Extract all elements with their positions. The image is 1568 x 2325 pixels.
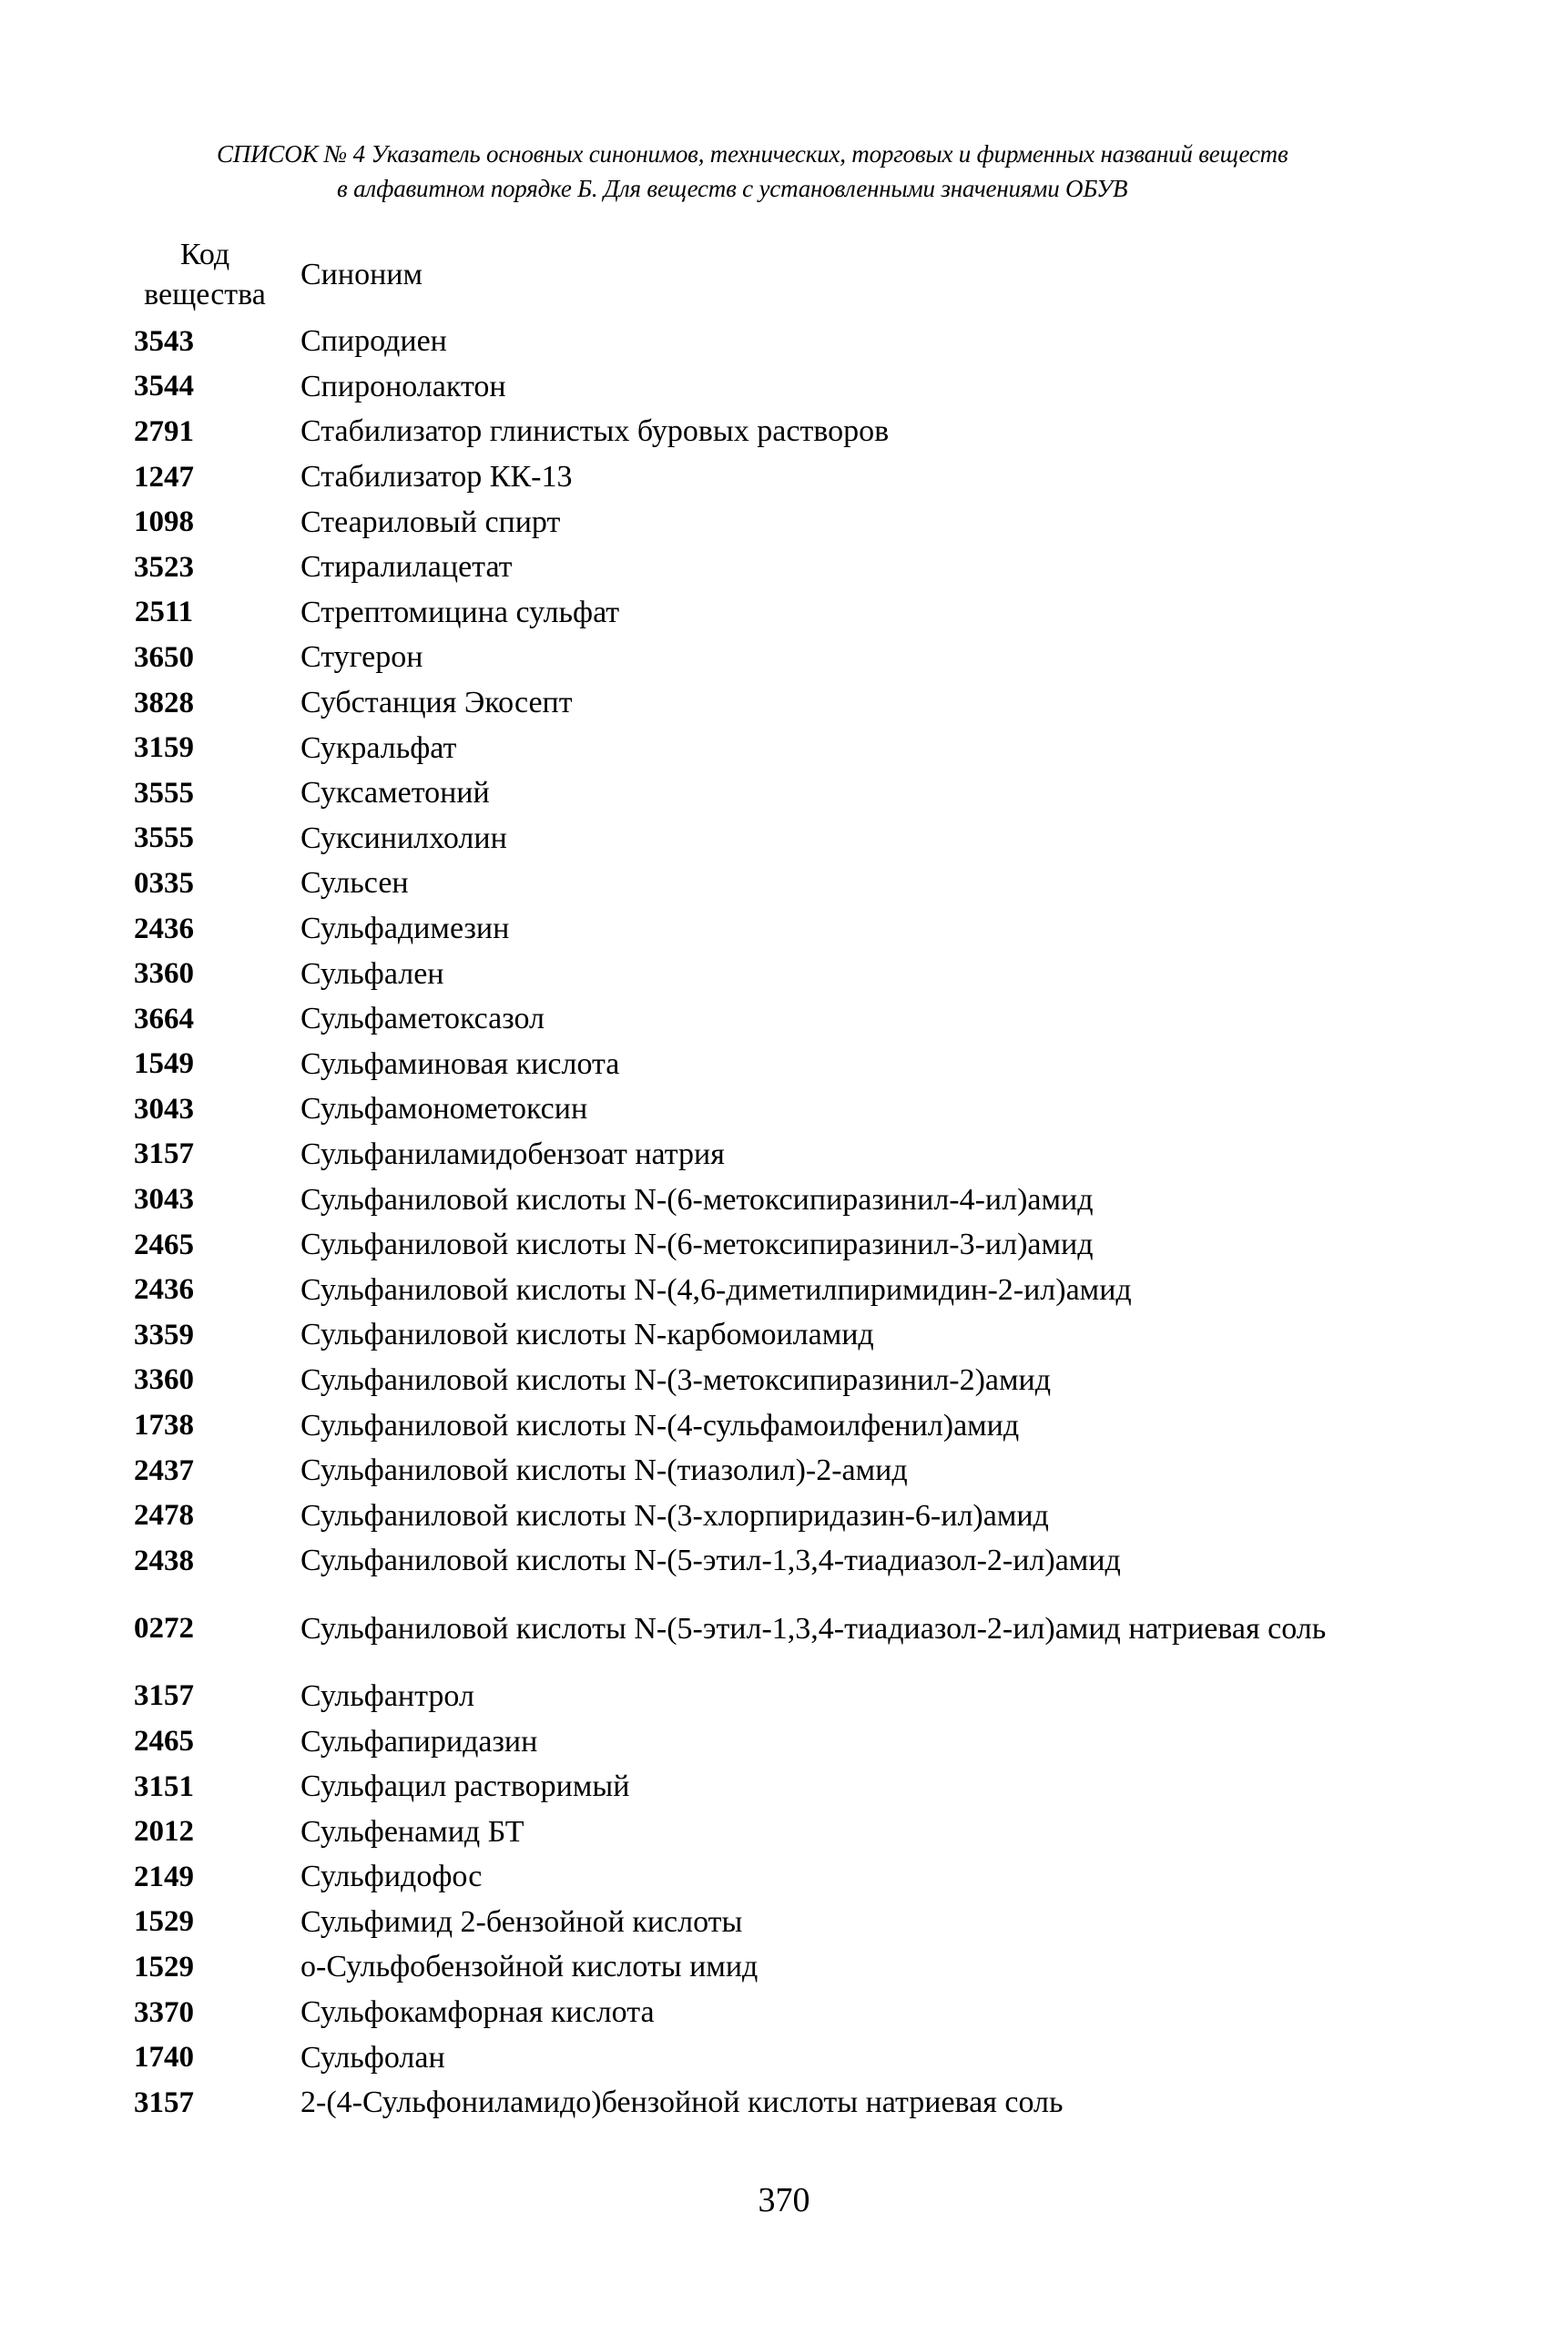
substance-code: 3157 — [134, 1679, 194, 1713]
substance-code: 1549 — [134, 1047, 194, 1081]
substance-code: 3043 — [134, 1183, 194, 1217]
synonym-name: Сукральфат — [300, 730, 457, 765]
substance-code: 2437 — [134, 1453, 194, 1487]
table-row — [0, 2034, 1568, 2080]
synonym-name: Сульфимид 2-бензойной кислоты — [300, 1904, 743, 1939]
substance-code: 3359 — [134, 1318, 194, 1351]
synonym-name: Стабилизатор глинистых буровых растворов — [300, 414, 890, 449]
synonym-name: Сульфаниловой кислоты N-(4,6-диметилпиримидин-2-ил)амид — [300, 1272, 1132, 1307]
substance-code: 3360 — [134, 957, 194, 991]
list-header — [217, 137, 1437, 206]
table-row — [0, 951, 1568, 996]
table-row — [0, 1267, 1568, 1312]
synonym-name: Суксаметоний — [300, 776, 490, 811]
synonym-name: Сульфамонометоксин — [300, 1092, 588, 1127]
table-row — [0, 1042, 1568, 1087]
substance-code: 3151 — [134, 1769, 194, 1803]
table-row — [0, 770, 1568, 816]
synonym-name: Сульфенамид БТ — [300, 1814, 524, 1849]
table-row — [0, 1448, 1568, 1494]
table-row — [0, 2080, 1568, 2126]
substance-code: 3159 — [134, 731, 194, 765]
synonym-name: Сульфаниловой кислоты N-(3-хлорпиридазин-6-ил)амид — [300, 1498, 1049, 1533]
table-row — [0, 1809, 1568, 1854]
synonym-name: Сульфадимезин — [300, 912, 510, 946]
synonym-name: Стугерон — [300, 640, 423, 675]
substance-code: 1247 — [134, 460, 194, 494]
substance-code: 1098 — [134, 505, 194, 539]
synonym-name: Сульфаметоксазол — [300, 1002, 545, 1036]
table-row — [0, 1132, 1568, 1178]
synonym-name: о-Сульфобензойной кислоты имид — [300, 1950, 759, 1984]
synonym-name: Сульфаминовая кислота — [300, 1046, 620, 1081]
table-row — [0, 1086, 1568, 1132]
table-row — [0, 1764, 1568, 1810]
substance-code: 2012 — [134, 1815, 194, 1849]
substance-code: 3650 — [134, 640, 194, 674]
synonym-name: Сульфаниловой кислоты N-карбомоиламид — [300, 1318, 874, 1352]
synonym-name: Сульфаниловой кислоты N-(3-метоксипиразинил-2)амид — [300, 1362, 1052, 1397]
substance-code: 1529 — [134, 1950, 194, 1983]
synonym-name: Субстанция Экосепт — [300, 686, 573, 720]
table-row — [0, 409, 1568, 454]
page-number: 370 — [758, 2181, 810, 2219]
table-row — [0, 590, 1568, 636]
table-row — [0, 816, 1568, 862]
substance-code: 3664 — [134, 1002, 194, 1035]
table-row — [0, 1674, 1568, 1719]
synonym-name: Стиралилацетат — [300, 550, 513, 585]
substance-code: 0335 — [134, 866, 194, 900]
substance-code: 3544 — [134, 370, 194, 403]
substance-code: 3555 — [134, 776, 194, 810]
header-line-2: в алфавитном порядке Б. Для веществ с установленными значениями ОБУВ — [337, 175, 1128, 202]
table-row — [0, 319, 1568, 364]
substance-code: 3828 — [134, 686, 194, 719]
synonym-name: Спиронолактон — [300, 369, 506, 403]
table-row — [0, 635, 1568, 680]
substance-code: 2438 — [134, 1544, 194, 1577]
table-row — [0, 1538, 1568, 1584]
substance-code: 3370 — [134, 1995, 194, 2029]
substance-code: 2436 — [134, 912, 194, 945]
table-row — [0, 1358, 1568, 1403]
synonym-name: Сульфолан — [300, 2040, 445, 2075]
substance-code: 3360 — [134, 1363, 194, 1397]
substance-code: 2436 — [134, 1273, 194, 1307]
synonym-name: Сульфацил растворимый — [300, 1769, 630, 1804]
substance-code: 3543 — [134, 324, 194, 358]
synonym-name: Сульфален — [300, 956, 444, 991]
table-row — [0, 1944, 1568, 1990]
substance-code: 2465 — [134, 1725, 194, 1759]
substance-code: 2791 — [134, 414, 194, 448]
synonym-name: Сульфапиридазин — [300, 1724, 538, 1759]
synonym-table — [0, 319, 1568, 2126]
synonym-name: Сульфаниловой кислоты N-(6-метоксипиразинил-4-ил)амид — [300, 1182, 1094, 1217]
synonym-name: Сульфаниловой кислоты N-(5-этил-1,3,4-тиадиазол-2-ил)амид натриевая соль — [300, 1611, 1327, 1646]
table-row — [0, 1402, 1568, 1448]
synonym-name: Сульфаниламидобензоат натрия — [300, 1137, 725, 1171]
synonym-name: Сульфаниловой кислоты N-(тиазолил)-2-амид — [300, 1453, 908, 1488]
column-header-code-line2: вещества — [144, 278, 266, 311]
table-row — [0, 1854, 1568, 1900]
substance-code: 3043 — [134, 1092, 194, 1126]
synonym-name: Сульфокамфорная кислота — [300, 1995, 655, 2030]
column-header-synonym: Синоним — [300, 258, 423, 291]
table-row — [0, 1990, 1568, 2035]
synonym-name: Сульфаниловой кислоты N-(5-этил-1,3,4-тиадиазол-2-ил)амид — [300, 1544, 1121, 1578]
synonym-name: Стеариловый спирт — [300, 505, 561, 539]
synonym-name: Сульфаниловой кислоты N-(4-сульфамоилфенил)амид — [300, 1408, 1020, 1443]
column-header-code-line1: Код — [179, 238, 230, 271]
table-row — [0, 454, 1568, 500]
table-row — [0, 1584, 1568, 1674]
synonym-name: Стрептомицина сульфат — [300, 595, 620, 629]
table-row — [0, 680, 1568, 726]
table-row — [0, 996, 1568, 1042]
table-row — [0, 1222, 1568, 1268]
table-row — [0, 1900, 1568, 1945]
table-row — [0, 861, 1568, 906]
substance-code: 2465 — [134, 1228, 194, 1261]
substance-code: 3555 — [134, 821, 194, 855]
table-row — [0, 1312, 1568, 1358]
substance-code: 2149 — [134, 1860, 194, 1893]
synonym-name: Спиродиен — [300, 324, 447, 359]
substance-code: 3157 — [134, 1137, 194, 1171]
table-row — [0, 725, 1568, 770]
synonym-name: Сульсен — [300, 866, 409, 901]
substance-code: 3523 — [134, 550, 194, 584]
substance-code: 3157 — [134, 2085, 194, 2119]
substance-code: 2478 — [134, 1499, 194, 1533]
table-row — [0, 1718, 1568, 1764]
synonym-name: Стабилизатор КК-13 — [300, 460, 573, 495]
table-row — [0, 545, 1568, 590]
substance-code: 1738 — [134, 1409, 194, 1443]
synonym-name: Сульфантрол — [300, 1678, 474, 1713]
synonym-name: Суксинилхолин — [300, 821, 507, 855]
synonym-name: Сульфаниловой кислоты N-(6-метоксипиразинил-3-ил)амид — [300, 1228, 1094, 1262]
table-row — [0, 1493, 1568, 1538]
substance-code: 2511 — [134, 596, 194, 629]
header-line-1: СПИСОК № 4 Указатель основных синонимов, технических, торговых и фирменных названий веществ — [217, 140, 1288, 168]
table-row — [0, 499, 1568, 545]
synonym-name: 2-(4-Сульфониламидо)бензойной кислоты натриевая соль — [300, 2085, 1064, 2120]
substance-code: 1740 — [134, 2041, 194, 2075]
table-row — [0, 364, 1568, 410]
substance-code: 0272 — [134, 1612, 194, 1646]
table-row — [0, 906, 1568, 952]
substance-code: 1529 — [134, 1905, 194, 1939]
synonym-name: Сульфидофос — [300, 1860, 483, 1894]
table-row — [0, 1177, 1568, 1222]
column-header-code — [127, 235, 282, 315]
